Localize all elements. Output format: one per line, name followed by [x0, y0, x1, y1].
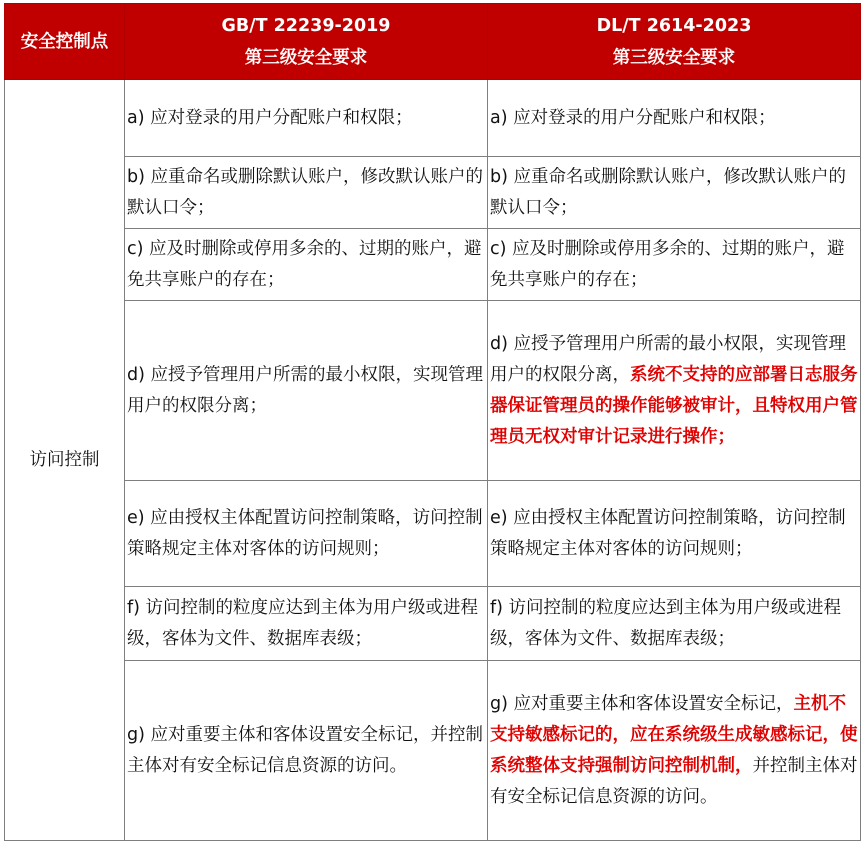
gb-requirement-a: a) 应对登录的用户分配账户和权限； [125, 80, 488, 157]
dl-requirement-d [488, 301, 861, 481]
dl-requirement-g [488, 661, 861, 841]
header-gb-standard [125, 4, 488, 80]
gb-requirement-c: c) 应及时删除或停用多余的、过期的账户，避免共享账户的存在； [125, 229, 488, 301]
table-row [5, 301, 861, 481]
dl-requirement-g-highlight: 主机不支持敏感标记的，应在系统级生成敏感标记，使系统整体支持强制访问控制机制， [490, 693, 858, 776]
dl-requirement-d-text: d) 应授予管理用户所需的最小权限，实现管理用户的权限分离， [490, 333, 846, 385]
gb-requirement-b: b) 应重命名或删除默认账户，修改默认账户的默认口令； [125, 157, 488, 229]
gb-requirement-f: f) 访问控制的粒度应达到主体为用户级或进程级，客体为文件、数据库表级； [125, 587, 488, 661]
control-point-cell: 访问控制 [5, 80, 125, 841]
dl-requirement-a: a) 应对登录的用户分配账户和权限； [488, 80, 861, 157]
table-row [5, 661, 861, 841]
table-row [5, 587, 861, 661]
header-gb-code: GB/T 22239-2019 [221, 15, 391, 36]
dl-requirement-d-highlight: 系统不支持的应部署日志服务器保证管理员的操作能够被审计，且特权用户管理员无权对审计记录进行操作； [490, 364, 858, 447]
table-row [5, 157, 861, 229]
table-row [5, 229, 861, 301]
gb-requirement-e: e) 应由授权主体配置访问控制策略，访问控制策略规定主体对客体的访问规则； [125, 481, 488, 587]
dl-requirement-g-tail: 并控制主体对有安全标记信息资源的访问。 [490, 755, 858, 807]
header-dl-code: DL/T 2614-2023 [596, 15, 752, 36]
header-row [5, 4, 861, 80]
dl-requirement-g-text: g) 应对重要主体和客体设置安全标记， [490, 693, 794, 714]
dl-requirement-b: b) 应重命名或删除默认账户，修改默认账户的默认口令； [488, 157, 861, 229]
gb-requirement-g: g) 应对重要主体和客体设置安全标记，并控制主体对有安全标记信息资源的访问。 [125, 661, 488, 841]
dl-requirement-e: e) 应由授权主体配置访问控制策略，访问控制策略规定主体对客体的访问规则； [488, 481, 861, 587]
dl-requirement-f: f) 访问控制的粒度应达到主体为用户级或进程级，客体为文件、数据库表级； [488, 587, 861, 661]
table-row [5, 481, 861, 587]
header-dl-standard [488, 4, 861, 80]
comparison-table [4, 3, 861, 841]
table-row [5, 80, 861, 157]
header-gb-level: 第三级安全要求 [244, 47, 368, 68]
header-control-point: 安全控制点 [5, 4, 125, 80]
dl-requirement-c: c) 应及时删除或停用多余的、过期的账户，避免共享账户的存在； [488, 229, 861, 301]
header-dl-level: 第三级安全要求 [612, 47, 736, 68]
gb-requirement-d: d) 应授予管理用户所需的最小权限，实现管理用户的权限分离； [125, 301, 488, 481]
